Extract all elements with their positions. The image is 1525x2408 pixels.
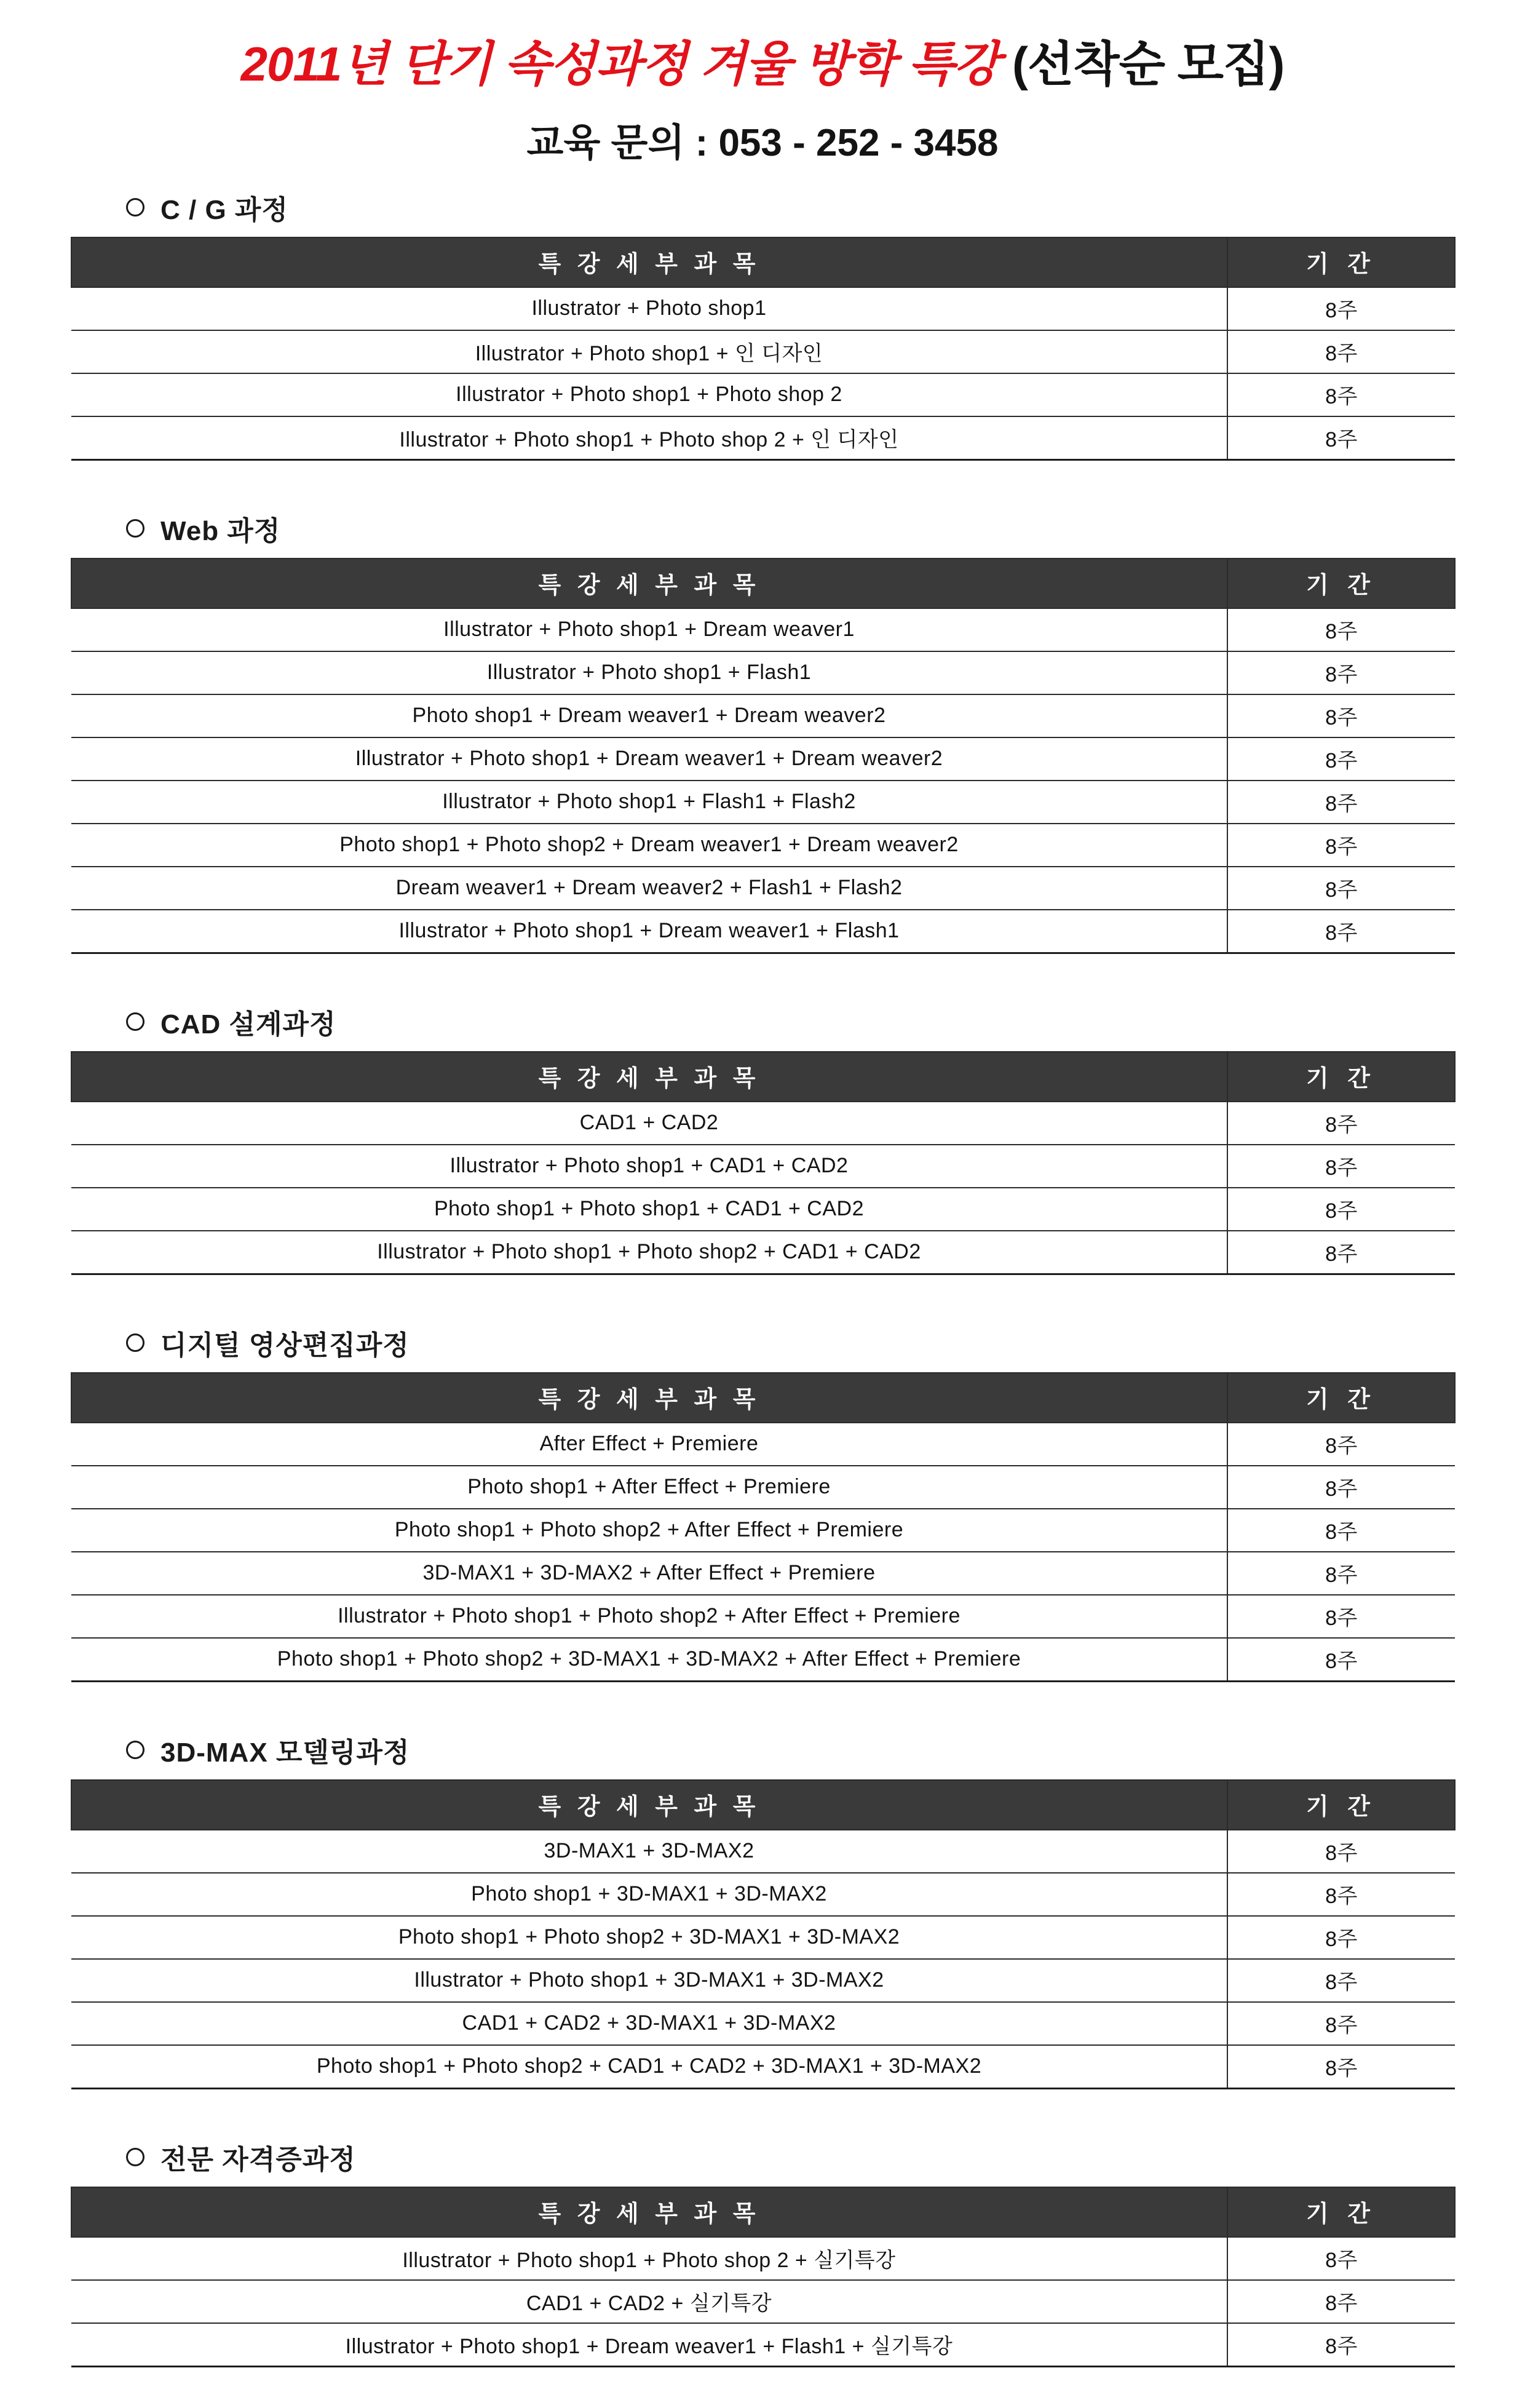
column-header-duration: 기 간 — [1227, 2187, 1455, 2237]
table-row — [71, 1595, 1455, 1638]
course-table — [71, 558, 1456, 954]
table-row — [71, 1638, 1455, 1682]
cell-subject: CAD1 + CAD2 + 실기특강 — [71, 2280, 1227, 2323]
page-title — [0, 38, 1525, 91]
table-row — [71, 910, 1455, 953]
section-heading-label: 3D-MAX 모델링과정 — [160, 1737, 410, 1768]
table-header-row — [71, 237, 1455, 287]
table-row — [71, 2045, 1455, 2089]
cell-duration: 8주 — [1227, 910, 1455, 953]
section-heading-label: C / G 과정 — [160, 194, 288, 225]
circle-bullet-icon — [126, 1741, 145, 1759]
table-row — [71, 1873, 1455, 1916]
column-header-subject: 특 강 세 부 과 목 — [71, 237, 1227, 287]
cell-subject: 3D-MAX1 + 3D-MAX2 — [71, 1830, 1227, 1873]
cell-duration: 8주 — [1227, 1102, 1455, 1145]
table-row — [71, 1466, 1455, 1509]
cell-subject: Illustrator + Photo shop1 + 3D-MAX1 + 3D-MAX2 — [71, 1959, 1227, 2002]
table-row — [71, 1916, 1455, 1959]
cell-duration: 8주 — [1227, 737, 1455, 781]
section-spacer — [0, 954, 1525, 1002]
cell-duration: 8주 — [1227, 781, 1455, 824]
table-row — [71, 416, 1455, 460]
course-table — [71, 1779, 1456, 2089]
course-table — [71, 2187, 1456, 2367]
course-table — [71, 1372, 1456, 1682]
section-heading-label: CAD 설계과정 — [160, 1009, 336, 1039]
cell-duration: 8주 — [1227, 1423, 1455, 1466]
course-section — [71, 2137, 1454, 2367]
cell-subject: Illustrator + Photo shop1 + Dream weaver1 — [71, 608, 1227, 651]
cell-subject: Photo shop1 + Dream weaver1 + Dream weaver2 — [71, 694, 1227, 737]
column-header-subject: 특 강 세 부 과 목 — [71, 558, 1227, 608]
column-header-duration: 기 간 — [1227, 237, 1455, 287]
table-row — [71, 1959, 1455, 2002]
cell-subject: Photo shop1 + After Effect + Premiere — [71, 1466, 1227, 1509]
table-row — [71, 1102, 1455, 1145]
section-heading — [126, 1730, 1454, 1770]
cell-duration: 8주 — [1227, 2323, 1455, 2367]
section-spacer — [0, 1682, 1525, 1730]
cell-subject: After Effect + Premiere — [71, 1423, 1227, 1466]
table-row — [71, 373, 1455, 416]
cell-subject: Photo shop1 + Photo shop2 + After Effect + Premiere — [71, 1509, 1227, 1552]
cell-duration: 8주 — [1227, 373, 1455, 416]
table-row — [71, 651, 1455, 694]
page-title-black: (선착순 모집) — [1012, 37, 1285, 91]
section-heading-label: 디지털 영상편집과정 — [160, 1330, 410, 1361]
table-row — [71, 867, 1455, 910]
page-header — [0, 0, 1525, 167]
cell-duration: 8주 — [1227, 2280, 1455, 2323]
table-row — [71, 287, 1455, 330]
cell-duration: 8주 — [1227, 1916, 1455, 1959]
circle-bullet-icon — [126, 519, 145, 538]
column-header-duration: 기 간 — [1227, 1052, 1455, 1102]
table-row — [71, 1830, 1455, 1873]
cell-subject: CAD1 + CAD2 — [71, 1102, 1227, 1145]
course-table — [71, 1051, 1456, 1275]
cell-duration: 8주 — [1227, 1466, 1455, 1509]
table-header-row — [71, 1373, 1455, 1423]
table-row — [71, 1145, 1455, 1188]
cell-duration: 8주 — [1227, 1830, 1455, 1873]
table-row — [71, 1552, 1455, 1595]
cell-subject: Illustrator + Photo shop1 + Dream weaver1 + Dream weaver2 — [71, 737, 1227, 781]
cell-duration: 8주 — [1227, 1145, 1455, 1188]
cell-duration: 8주 — [1227, 651, 1455, 694]
cell-subject: Photo shop1 + 3D-MAX1 + 3D-MAX2 — [71, 1873, 1227, 1916]
cell-duration: 8주 — [1227, 1959, 1455, 2002]
table-row — [71, 2323, 1455, 2367]
circle-bullet-icon — [126, 1333, 145, 1352]
course-section — [71, 509, 1454, 954]
section-heading — [126, 2137, 1454, 2177]
table-header-row — [71, 2187, 1455, 2237]
cell-subject: Illustrator + Photo shop1 + CAD1 + CAD2 — [71, 1145, 1227, 1188]
cell-duration: 8주 — [1227, 1552, 1455, 1595]
cell-duration: 8주 — [1227, 1873, 1455, 1916]
section-spacer — [0, 461, 1525, 509]
section-spacer — [0, 1275, 1525, 1323]
table-row — [71, 2002, 1455, 2045]
section-heading-label: 전문 자격증과정 — [160, 2144, 356, 2175]
column-header-duration: 기 간 — [1227, 1373, 1455, 1423]
section-heading — [126, 1323, 1454, 1362]
table-row — [71, 2280, 1455, 2323]
cell-subject: Illustrator + Photo shop1 + Photo shop2 + After Effect + Premiere — [71, 1595, 1227, 1638]
cell-duration: 8주 — [1227, 2002, 1455, 2045]
cell-subject: Photo shop1 + Photo shop2 + 3D-MAX1 + 3D-MAX2 + After Effect + Premiere — [71, 1638, 1227, 1682]
cell-subject: Photo shop1 + Photo shop2 + CAD1 + CAD2 + 3D-MAX1 + 3D-MAX2 — [71, 2045, 1227, 2089]
table-row — [71, 608, 1455, 651]
cell-subject: 3D-MAX1 + 3D-MAX2 + After Effect + Premiere — [71, 1552, 1227, 1595]
cell-duration: 8주 — [1227, 287, 1455, 330]
table-row — [71, 1188, 1455, 1231]
cell-duration: 8주 — [1227, 1509, 1455, 1552]
cell-subject: Illustrator + Photo shop1 + Photo shop2 + CAD1 + CAD2 — [71, 1231, 1227, 1274]
course-section — [71, 1730, 1454, 2089]
column-header-subject: 특 강 세 부 과 목 — [71, 1373, 1227, 1423]
column-header-duration: 기 간 — [1227, 1780, 1455, 1830]
cell-subject: Illustrator + Photo shop1 + Photo shop 2 + 인 디자인 — [71, 416, 1227, 460]
section-heading — [126, 1002, 1454, 1041]
circle-bullet-icon — [126, 1012, 145, 1031]
cell-subject: Illustrator + Photo shop1 + Photo shop 2 + 실기특강 — [71, 2237, 1227, 2280]
table-row — [71, 781, 1455, 824]
cell-duration: 8주 — [1227, 1231, 1455, 1274]
cell-subject: Illustrator + Photo shop1 + Dream weaver1 + Flash1 — [71, 910, 1227, 953]
cell-subject: Illustrator + Photo shop1 + Dream weaver1 + Flash1 + 실기특강 — [71, 2323, 1227, 2367]
table-row — [71, 824, 1455, 867]
cell-subject: Illustrator + Photo shop1 + Photo shop 2 — [71, 373, 1227, 416]
cell-duration: 8주 — [1227, 694, 1455, 737]
column-header-subject: 특 강 세 부 과 목 — [71, 2187, 1227, 2237]
cell-subject: Illustrator + Photo shop1 + Flash1 + Flash2 — [71, 781, 1227, 824]
column-header-duration: 기 간 — [1227, 558, 1455, 608]
cell-duration: 8주 — [1227, 2237, 1455, 2280]
cell-subject: Illustrator + Photo shop1 + 인 디자인 — [71, 330, 1227, 373]
cell-duration: 8주 — [1227, 824, 1455, 867]
column-header-subject: 특 강 세 부 과 목 — [71, 1780, 1227, 1830]
section-spacer — [0, 2089, 1525, 2137]
cell-duration: 8주 — [1227, 1188, 1455, 1231]
cell-duration: 8주 — [1227, 1595, 1455, 1638]
cell-subject: CAD1 + CAD2 + 3D-MAX1 + 3D-MAX2 — [71, 2002, 1227, 2045]
cell-duration: 8주 — [1227, 330, 1455, 373]
table-row — [71, 737, 1455, 781]
table-row — [71, 1509, 1455, 1552]
table-header-row — [71, 1780, 1455, 1830]
cell-subject: Photo shop1 + Photo shop2 + Dream weaver1 + Dream weaver2 — [71, 824, 1227, 867]
page-title-red: 2011년 단기 속성과정 겨울 방학 특강 — [240, 37, 1000, 91]
course-table — [71, 237, 1456, 461]
cell-duration: 8주 — [1227, 867, 1455, 910]
section-heading-label: Web 과정 — [160, 515, 281, 546]
cell-subject: Illustrator + Photo shop1 — [71, 287, 1227, 330]
column-header-subject: 특 강 세 부 과 목 — [71, 1052, 1227, 1102]
table-header-row — [71, 558, 1455, 608]
cell-duration: 8주 — [1227, 2045, 1455, 2089]
table-row — [71, 694, 1455, 737]
sections-container — [0, 188, 1525, 2408]
section-heading — [126, 509, 1454, 548]
circle-bullet-icon — [126, 2148, 145, 2166]
table-row — [71, 1423, 1455, 1466]
course-section — [71, 188, 1454, 461]
cell-subject: Photo shop1 + Photo shop1 + CAD1 + CAD2 — [71, 1188, 1227, 1231]
cell-subject: Dream weaver1 + Dream weaver2 + Flash1 + Flash2 — [71, 867, 1227, 910]
section-heading — [126, 188, 1454, 227]
table-row — [71, 330, 1455, 373]
cell-duration: 8주 — [1227, 1638, 1455, 1682]
circle-bullet-icon — [126, 198, 145, 217]
cell-subject: Photo shop1 + Photo shop2 + 3D-MAX1 + 3D-MAX2 — [71, 1916, 1227, 1959]
table-header-row — [71, 1052, 1455, 1102]
section-spacer — [0, 2367, 1525, 2408]
table-row — [71, 1231, 1455, 1274]
cell-duration: 8주 — [1227, 608, 1455, 651]
cell-subject: Illustrator + Photo shop1 + Flash1 — [71, 651, 1227, 694]
contact-phone: 교육 문의 : 053 - 252 - 3458 — [526, 121, 999, 164]
table-row — [71, 2237, 1455, 2280]
course-section — [71, 1323, 1454, 1682]
course-section — [71, 1002, 1454, 1275]
cell-duration: 8주 — [1227, 416, 1455, 460]
